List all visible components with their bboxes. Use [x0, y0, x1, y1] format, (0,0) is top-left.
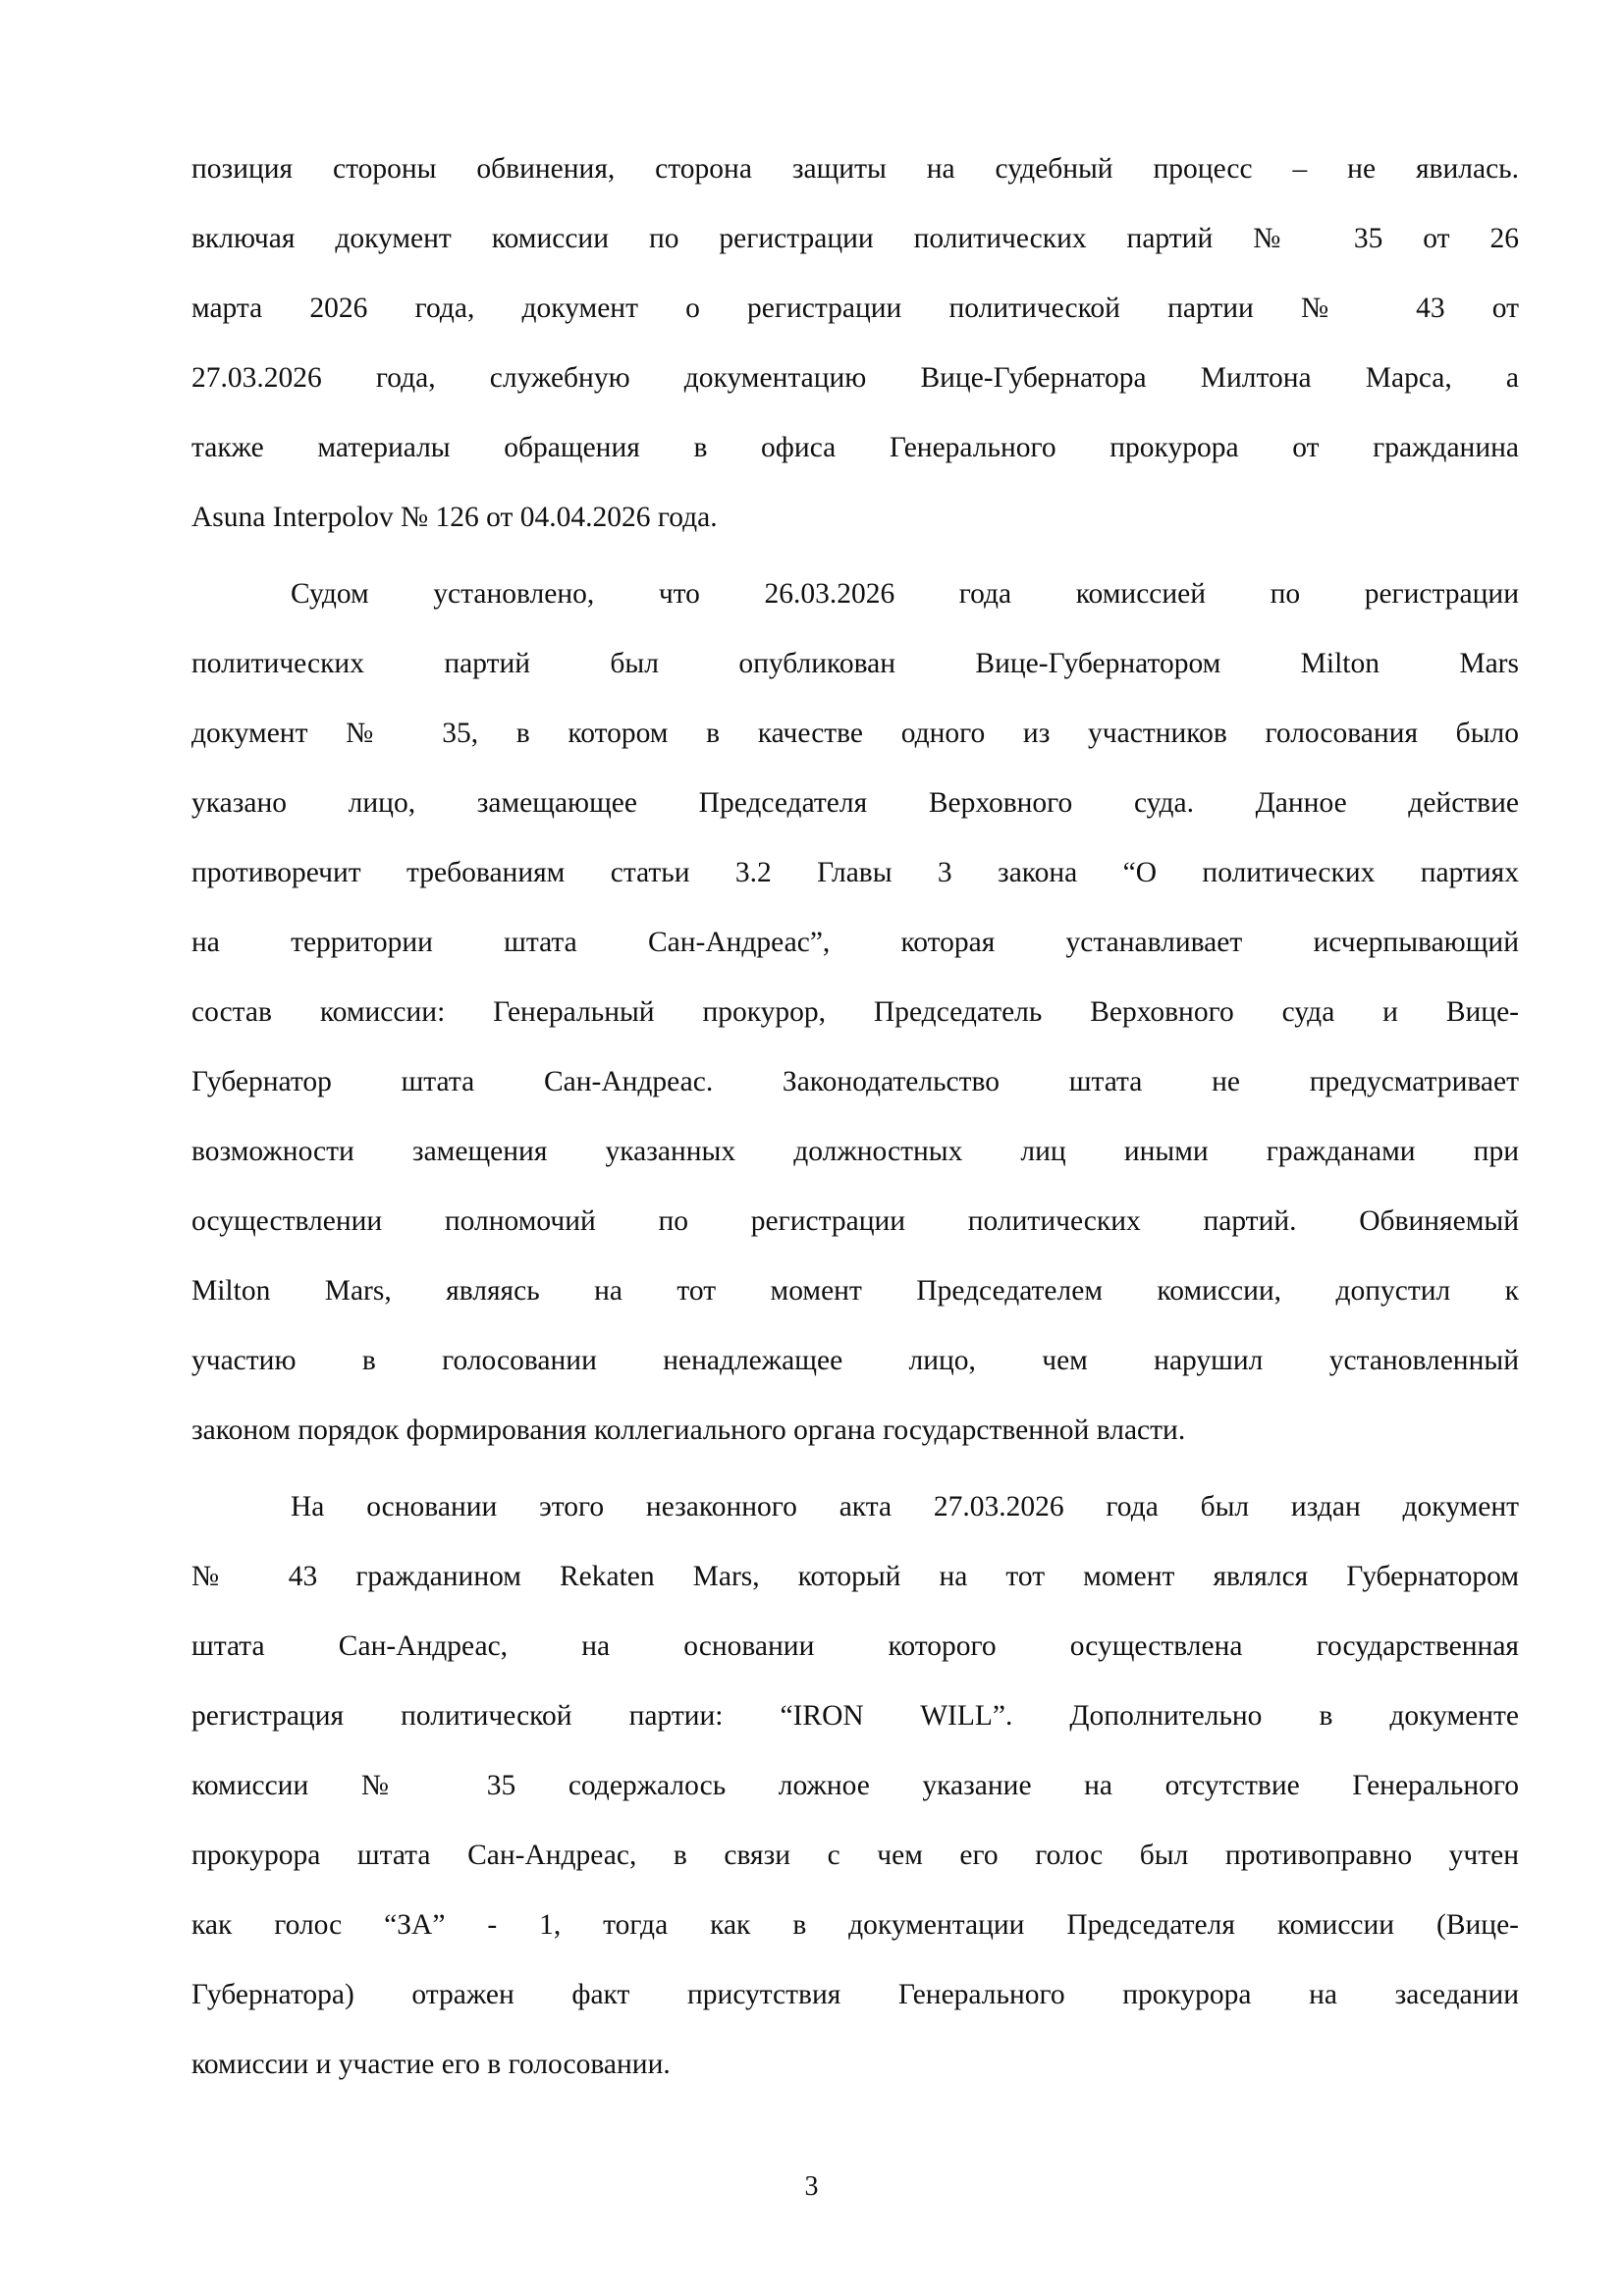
text-line: документ № 35, в котором в качестве одного из участников голосования было [191, 718, 1519, 749]
text-line: также материалы обращения в офиса Генерального прокурора от гражданина [191, 432, 1519, 463]
text-line: марта 2026 года, документ о регистрации политической партии № 43 от [191, 293, 1519, 324]
text-line: Asuna Interpolov № 126 от 04.04.2026 года. [191, 502, 718, 533]
paragraph [191, 1481, 1519, 2109]
text-line: участию в голосовании ненадлежащее лицо, чем нарушил установленный [191, 1345, 1519, 1376]
document-body [191, 143, 1519, 2115]
page-number: 3 [804, 2171, 819, 2202]
text-line: № 43 гражданином Rekaten Mars, который на тот момент являлся Губернатором [191, 1561, 1519, 1592]
text-line: 27.03.2026 года, служебную документацию Вице-Губернатора Милтона Марса, а [191, 362, 1519, 394]
text-line: прокурора штата Сан-Андреас, в связи с чем его голос был противоправно учтен [191, 1840, 1519, 1871]
text-line: осуществлении полномочий по регистрации политических партий. Обвиняемый [191, 1205, 1519, 1237]
text-line: возможности замещения указанных должностных лиц иными гражданами при [191, 1136, 1519, 1167]
text-line: состав комиссии: Генеральный прокурор, Председатель Верховного суда и Вице- [191, 996, 1519, 1028]
text-line: комиссии № 35 содержалось ложное указание на отсутствие Генерального [191, 1770, 1519, 1801]
text-line: законом порядок формирования коллегиального органа государственной власти. [191, 1415, 1186, 1446]
paragraph [191, 143, 1519, 561]
text-line: комиссии и участие его в голосовании. [191, 2049, 671, 2080]
text-line: позиция стороны обвинения, сторона защиты на судебный процесс – не явилась. [191, 153, 1519, 185]
text-line: как голос “ЗА” - 1, тогда как в документации Председателя комиссии (Вице- [191, 1909, 1519, 1941]
text-line: включая документ комиссии по регистрации политических партий № 35 от 26 [191, 223, 1519, 254]
text-line: указано лицо, замещающее Председателя Верховного суда. Данное действие [191, 787, 1519, 819]
paragraph [191, 568, 1519, 1474]
text-line: регистрация политической партии: “IRON WILL”. Дополнительно в документе [191, 1700, 1519, 1732]
text-line: Губернатора) отражен факт присутствия Генерального прокурора на заседании [191, 1979, 1519, 2010]
text-line: Milton Mars, являясь на тот момент Председателем комиссии, допустил к [191, 1275, 1519, 1307]
text-line: Губернатор штата Сан-Андреас. Законодательство штата не предусматривает [191, 1066, 1519, 1097]
text-line: штата Сан-Андреас, на основании которого осуществлена государственная [191, 1630, 1519, 1662]
text-line: политических партий был опубликован Вице-Губернатором Milton Mars [191, 648, 1519, 679]
text-line: противоречит требованиям статьи 3.2 Главы 3 закона “О политических партиях [191, 857, 1519, 888]
text-line: На основании этого незаконного акта 27.03.2026 года был издан документ [291, 1491, 1519, 1522]
text-line: на территории штата Сан-Андреас”, которая устанавливает исчерпывающий [191, 927, 1519, 958]
text-line: Судом установлено, что 26.03.2026 года комиссией по регистрации [291, 578, 1519, 610]
